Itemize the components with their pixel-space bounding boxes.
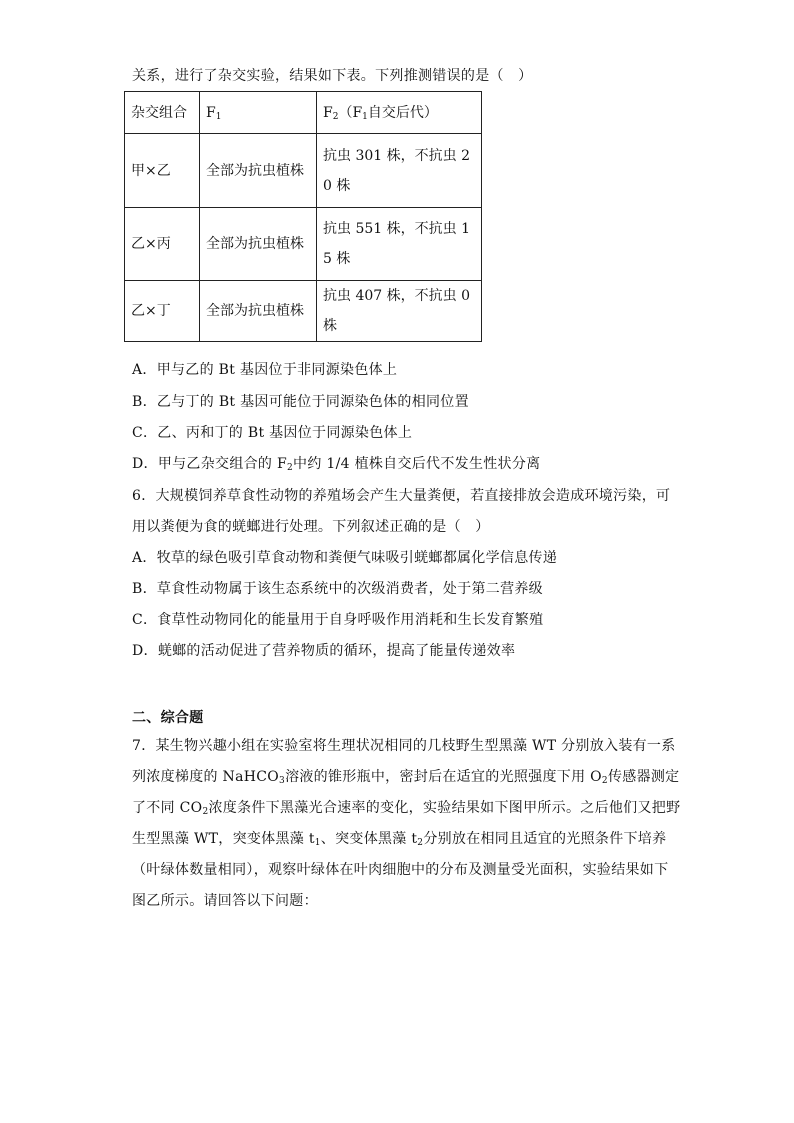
q6-option-d: D．蜣螂的活动促进了营养物质的循环，提高了能量传递效率 <box>132 643 516 659</box>
q5-option-d: D．甲与乙杂交组合的 $F_2$中约 1/4 植株自交后代不发生性状分离 <box>132 456 541 473</box>
table-row <box>125 134 482 208</box>
q5-option-c: C．乙、丙和丁的 Bt 基因位于同源染色体上 <box>132 425 413 441</box>
header-f2: $F_2(F_1$自交后代） <box>317 92 482 134</box>
cell-combo: 乙×丁 <box>125 281 200 342</box>
cell-f2: 抗虫 301 株，不抗虫 20 株 <box>317 134 482 208</box>
cell-combo: 甲×乙 <box>125 134 200 208</box>
table-row <box>125 281 482 342</box>
cell-f1: 全部为抗虫植株 <box>200 208 317 281</box>
q6-stem-line-1: 6．大规模饲养草食性动物的养殖场会产生大量粪便，若直接排放会造成环境污染，可 <box>132 488 671 504</box>
cell-f2: 抗虫 551 株，不抗虫 15 株 <box>317 208 482 281</box>
q6-option-c: C．食草性动物同化的能量用于自身呼吸作用消耗和生长发育繁殖 <box>132 612 544 628</box>
q7-line-2: 列浓度梯度的 NaHCO$_3$溶液的锥形瓶中，密封后在适宜的光照强度下用 $O_2$传感器测定 <box>132 769 680 786</box>
header-f1: $F_1$ <box>200 92 317 134</box>
q5-option-b: B．乙与丁的 Bt 基因可能位于同源染色体的相同位置 <box>132 394 469 410</box>
cell-f2: 抗虫 407 株，不抗虫 0 株 <box>317 281 482 342</box>
cell-combo: 乙×丙 <box>125 208 200 281</box>
section-2-title: 二、综合题 <box>132 710 204 726</box>
q6-stem-line-2: 用以粪便为食的蜣螂进行处理。下列叙述正确的是（ ） <box>132 519 490 535</box>
q7-line-5: （叶绿体数量相同），观察叶绿体在叶肉细胞中的分布及测量受光面积，实验结果如下 <box>132 862 669 878</box>
q5-option-a: A．甲与乙的 Bt 基因位于非同源染色体上 <box>132 362 398 378</box>
q7-line-1: 7．某生物兴趣小组在实验室将生理状况相同的几枝野生型黑藻 WT 分别放入装有一系 <box>132 738 676 754</box>
header-cross-combo: 杂交组合 <box>125 92 200 134</box>
q7-line-4: 生型黑藻 WT，突变体黑藻 $t_1$、突变体黑藻 $t_2$分别放在相同且适宜的光照条件下培养 <box>132 831 667 848</box>
table-header-row <box>125 92 482 134</box>
q7-line-6: 图乙所示。请回答以下问题： <box>132 893 318 909</box>
cell-f1: 全部为抗虫植株 <box>200 281 317 342</box>
q6-option-b: B．草食性动物属于该生态系统中的次级消费者，处于第二营养级 <box>132 581 543 597</box>
q7-line-3: 了不同 $CO_2$浓度条件下黑藻光合速率的变化，实验结果如下图甲所示。之后他们又把野 <box>132 800 681 817</box>
q6-option-a: A．牧草的绿色吸引草食动物和粪便气味吸引蜣螂都属化学信息传递 <box>132 550 558 566</box>
cross-results-table <box>124 91 482 342</box>
table-row <box>125 208 482 281</box>
cell-f1: 全部为抗虫植株 <box>200 134 317 208</box>
question-5-stem-tail: 关系，进行了杂交实验，结果如下表。下列推测错误的是（ ） <box>132 68 533 84</box>
